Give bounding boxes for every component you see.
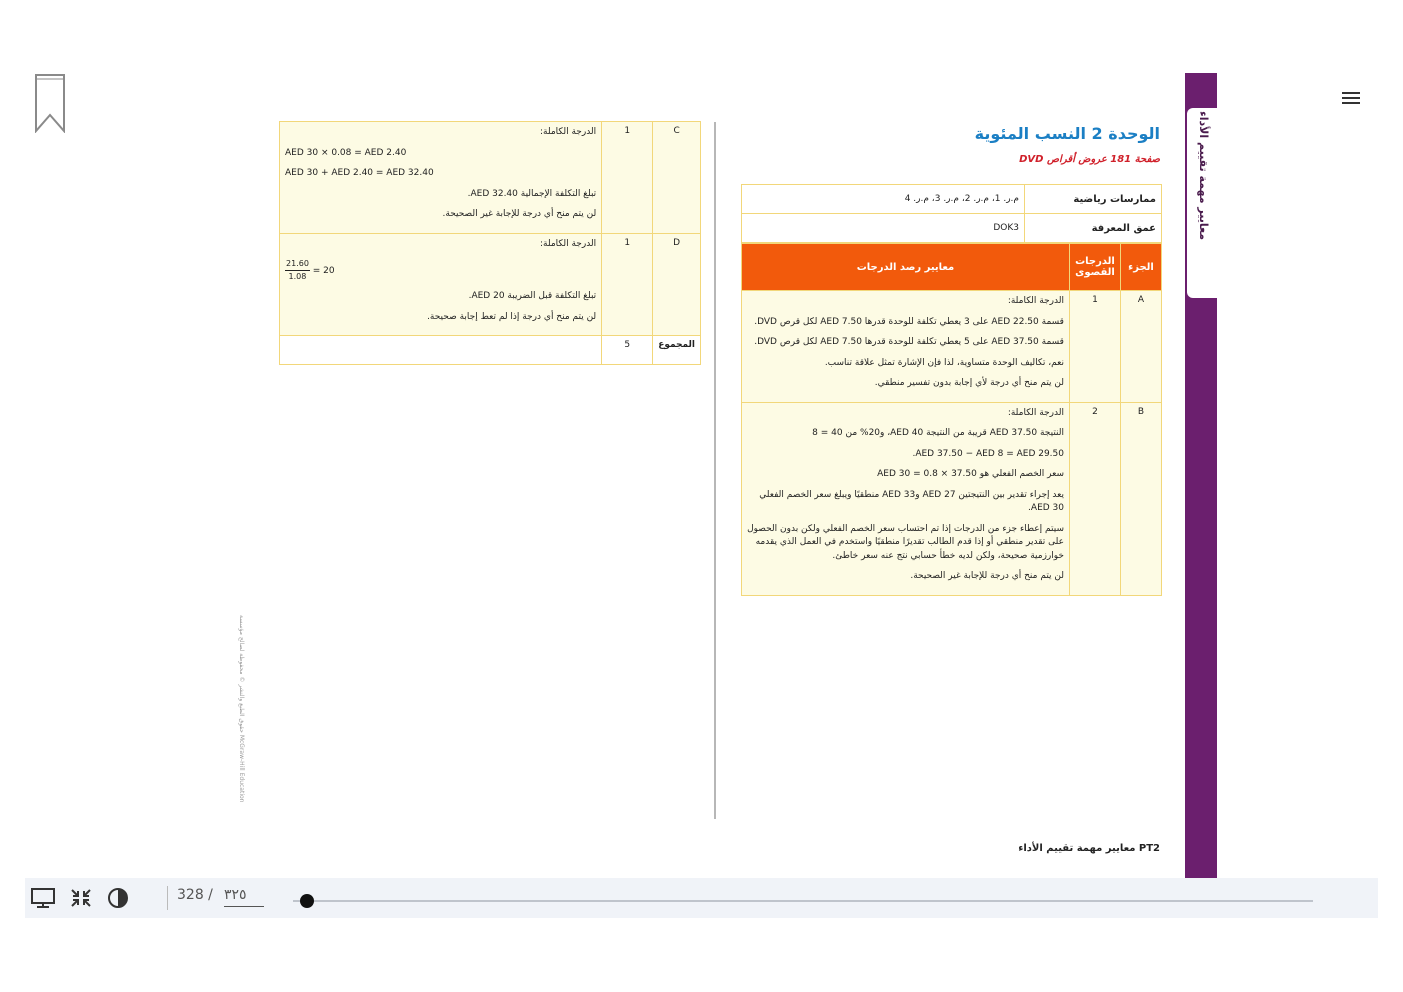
fraction: [285, 258, 310, 283]
rubric-part: D: [653, 233, 701, 336]
criteria-line: الدرجة الكاملة:: [1007, 407, 1064, 418]
fraction-numerator: 21.60: [285, 258, 310, 271]
rubric-row: [280, 122, 701, 234]
criteria-line: قسمة AED 37.50 على 5 يعطي تكلفة للوحدة قدرها AED 7.50 لكل قرص DVD.: [754, 337, 1064, 347]
rubric-points: 1: [1070, 291, 1121, 403]
criteria-equation: AED 30 + AED 2.40 = AED 32.40: [285, 168, 434, 178]
rubric-row: [742, 402, 1162, 595]
rubric-header-row: [742, 244, 1162, 291]
criteria-line: سيتم إعطاء جزء من الدرجات إذا تم احتساب سعر الخصم الفعلي ولكن بدون الحصول على تقدير منطقي أو إذا قدم الطالب تقديرًا منطقيًا واستخدم في العمل الذي يقدمه خوارزمية صحيحة، ولكن لديه خطأ حسابي نتج عنه سعر خاطئ.: [747, 523, 1064, 561]
total-points: 5: [602, 336, 653, 365]
total-empty: [280, 336, 602, 365]
header-points: الدرجات القصوى: [1070, 244, 1121, 291]
page-number-input[interactable]: [224, 884, 264, 907]
info-row: [742, 214, 1162, 243]
rubric-criteria: [742, 402, 1070, 595]
criteria-line: نعم، تكاليف الوحدة متساوية، لذا فإن الإشارة تمثل علاقة تناسب.: [824, 357, 1064, 368]
unit-title: الوحدة 2 النسب المئوية: [974, 124, 1160, 143]
rubric-points: 2: [1070, 402, 1121, 595]
total-label: المجموع: [653, 336, 701, 365]
page-total: 328 /: [177, 887, 213, 903]
info-row: [742, 185, 1162, 214]
criteria-line: سعر الخصم الفعلي هو AED 30 = 0.8 × 37.50: [877, 469, 1064, 479]
collapse-icon[interactable]: [68, 886, 94, 910]
rubric-criteria: [280, 233, 602, 336]
side-tab-label: معايير مهمة تقييم الأداء: [1197, 111, 1210, 240]
rubric-points: 1: [602, 233, 653, 336]
fraction-equation: [285, 258, 596, 283]
page-slider-handle[interactable]: [300, 894, 314, 908]
criteria-line: الدرجة الكاملة:: [1007, 296, 1064, 306]
fraction-denominator: 1.08: [288, 272, 307, 281]
lesson-subtitle: صفحة 181 عروض أقراص DVD: [1019, 154, 1160, 165]
toolbar-separator: [167, 886, 168, 910]
viewer-toolbar: [25, 878, 1378, 918]
info-value: DOK3: [742, 214, 1025, 243]
fraction-result: = 20: [312, 266, 335, 276]
rubric-part: B: [1121, 402, 1162, 595]
rubric-points: 1: [602, 122, 653, 234]
criteria-line: AED 37.50 − AED 8 = AED 29.50.: [912, 448, 1064, 459]
rubric-table: [741, 243, 1162, 596]
criteria-line: تبلغ التكلفة قبل الضريبة AED 20.: [468, 291, 597, 301]
criteria-line: النتيجة AED 37.50 قريبة من النتيجة AED 40، و20% من 40 = 8: [812, 428, 1064, 438]
page-divider: [714, 122, 716, 819]
criteria-line: الدرجة الكاملة:: [540, 127, 597, 137]
criteria-line: الدرجة الكاملة:: [540, 238, 597, 249]
bookmark-icon[interactable]: [34, 73, 66, 133]
info-value: م.ر. 1، م.ر. 2، م.ر. 3، م.ر. 4: [742, 185, 1025, 214]
criteria-line: لن يتم منح أي درجة للإجابة غير الصحيحة.: [442, 209, 597, 219]
info-key: عمق المعرفة: [1025, 214, 1162, 243]
criteria-line: لن يتم منح أي درجة لأي إجابة بدون تفسير منطقي.: [874, 378, 1064, 388]
page-footer: PT2 معايير مهمة تقييم الأداء: [1018, 843, 1160, 854]
criteria-line: لن يتم منح أي درجة للإجابة غير الصحيحة.: [910, 571, 1064, 581]
rubric-part: A: [1121, 291, 1162, 403]
rubric-table-continued: [279, 121, 701, 365]
info-table: [741, 184, 1162, 243]
header-criteria: معايير رصد الدرجات: [742, 244, 1070, 291]
rubric-row: [742, 291, 1162, 403]
page-slider-track[interactable]: [293, 900, 1313, 902]
info-key: ممارسات رياضية: [1025, 185, 1162, 214]
rubric-total-row: [280, 336, 701, 365]
rubric-part: C: [653, 122, 701, 234]
rubric-row: [280, 233, 701, 336]
criteria-line: قسمة AED 22.50 على 3 يعطي تكلفة للوحدة قدرها AED 7.50 لكل قرص DVD.: [754, 316, 1064, 327]
menu-icon[interactable]: [1342, 92, 1360, 106]
rubric-criteria: [742, 291, 1070, 403]
rubric-criteria: [280, 122, 602, 234]
header-part: الجزء: [1121, 244, 1162, 291]
criteria-line: تبلغ التكلفة الإجمالية AED 32.40.: [467, 188, 597, 199]
contrast-icon[interactable]: [105, 886, 131, 910]
copyright-text: حقوق الطبع والنشر © محفوظة لصالح مؤسسة McGraw-Hill Education: [238, 615, 245, 803]
criteria-line: لن يتم منح أي درجة إذا لم تعط إجابة صحيحة.: [427, 311, 597, 322]
presentation-icon[interactable]: [30, 886, 56, 910]
criteria-line: يعد إجراء تقدير بين النتيجتين AED 27 وAED 33 منطقيًا ويبلغ سعر الخصم الفعلي AED 30.: [759, 489, 1064, 513]
criteria-equation: AED 30 × 0.08 = AED 2.40: [285, 147, 407, 158]
